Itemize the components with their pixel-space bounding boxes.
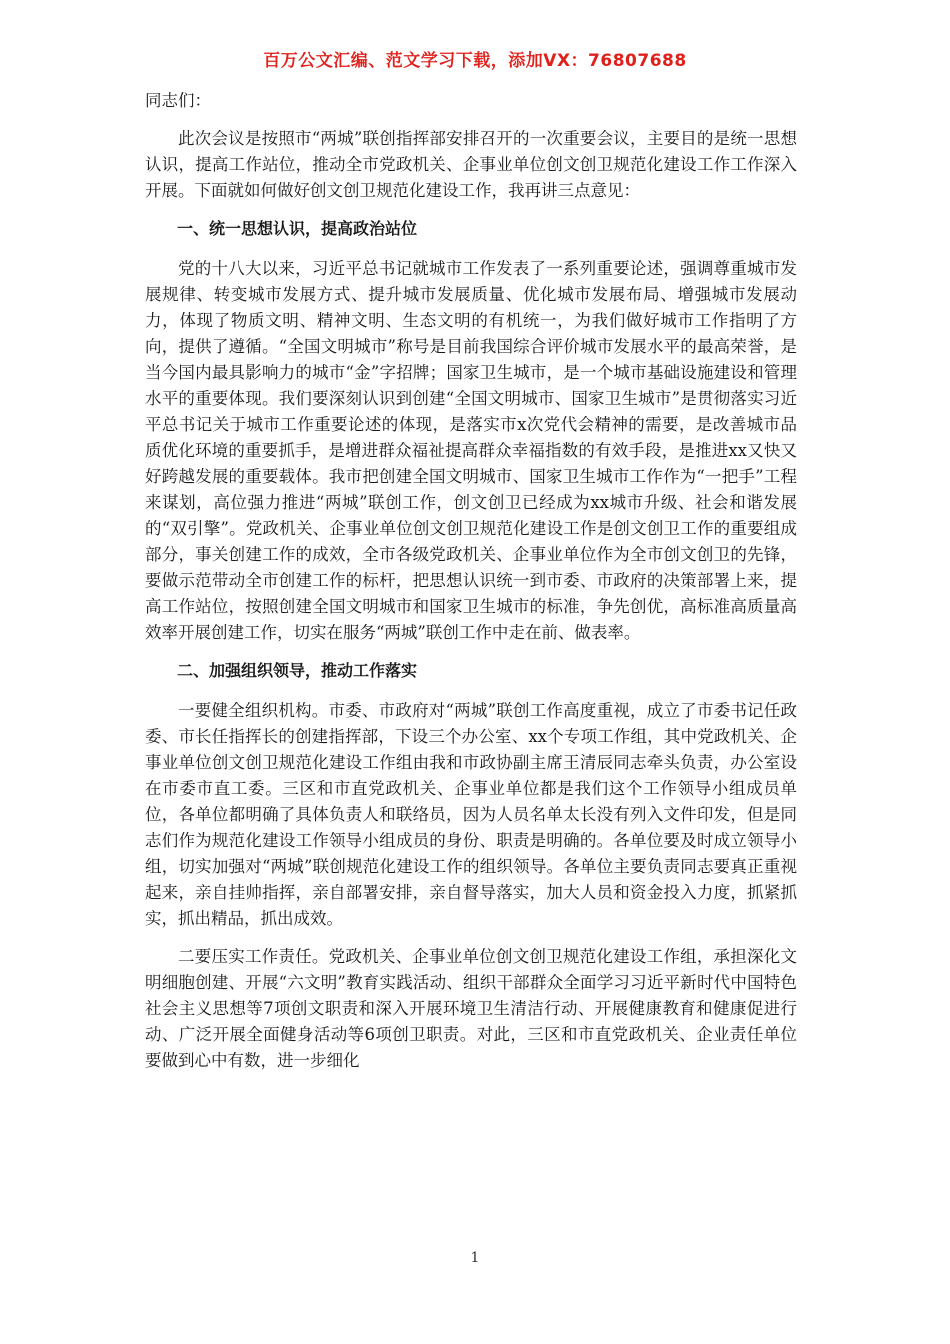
intro-paragraph: 此次会议是按照市“两城”联创指挥部安排召开的一次重要会议，主要目的是统一思想认识，提高工作站位，推动全市党政机关、企事业单位创文创卫规范化建设工作工作深入开展。下面就如何做好创文创卫规范化建设工作，我再讲三点意见： [145,129,797,200]
section-2-paragraph-2: 二要压实工作责任。党政机关、企事业单位创文创卫规范化建设工作组，承担深化文明细胞创建、开展“六文明”教育实践活动、组织干部群众全面学习习近平新时代中国特色社会主义思想等7项创文职责和深入开展环境卫生清洁行动、开展健康教育和健康促进行动、广泛开展全面健身活动等6项创卫职责。对此，三区和市直党政机关、企业责任单位要做到心中有数，进一步细化 [145,947,797,1070]
section-heading-1: 一、统一思想认识，提高政治站位 [177,219,418,238]
header-watermark: 百万公文汇编、范文学习下载，添加VX：76807688 [263,51,687,71]
section-1-paragraph-1: 党的十八大以来，习近平总书记就城市工作发表了一系列重要论述，强调尊重城市发展规律、转变城市发展方式、提升城市发展质量、优化城市发展布局、增强城市发展动力，体现了物质文明、精神文明、生态文明的有机统一，为我们做好城市工作指明了方向，提供了遵循。“全国文明城市”称号是目前我国综合评价城市发展水平的最高荣誉，是当今国内最具影响力的城市“金”字招牌；国家卫生城市，是一个城市基础设施建设和管理水平的重要体现。我们要深刻认识到创建“全国文明城市、国家卫生城市”是贯彻落实习近平总书记关于城市工作重要论述的体现，是落实市x次党代会精神的需要，是改善城市品质优化环境的重要抓手，是增进群众福祉提高群众幸福指数的有效手段，是推进xx又快又好跨越发展的重要载体。我市把创建全国文明城市、国家卫生城市工作作为“一把手”工程来谋划，高位强力推进“两城”联创工作，创文创卫已经成为xx城市升级、社会和谐发展的“双引擎”。党政机关、企事业单位创文创卫规范化建设工作是创文创卫工作的重要组成部分，事关创建工作的成效，全市各级党政机关、企事业单位作为全市创文创卫的先锋，要做示范带动全市创建工作的标杆，把思想认识统一到市委、市政府的决策部署上来，提高工作站位，按照创建全国文明城市和国家卫生城市的标准，争先创优，高标准高质量高效率开展创建工作，切实在服务“两城”联创工作中走在前、做表率。 [145,259,797,642]
document-body [145,88,797,1086]
section-2-paragraph-1: 一要健全组织机构。市委、市政府对“两城”联创工作高度重视，成立了市委书记任政委、市长任指挥长的创建指挥部，下设三个办公室、xx个专项工作组，其中党政机关、企事业单位创文创卫规范化建设工作组由我和市政协副主席王清辰同志牵头负责，办公室设在市委市直工委。三区和市直党政机关、企事业单位都是我们这个工作领导小组成员单位，各单位都明确了具体负责人和联络员，因为人员名单太长没有列入文件印发，但是同志们作为规范化建设工作领导小组成员的身份、职责是明确的。各单位要及时成立领导小组，切实加强对“两城”联创规范化建设工作的组织领导。各单位主要负责同志要真正重视起来，亲自挂帅指挥，亲自部署安排，亲自督导落实，加大人员和资金投入力度，抓紧抓实，抓出精品，抓出成效。 [145,701,797,928]
salutation: 同志们： [145,91,211,110]
page-number: 1 [470,1250,480,1266]
section-heading-2: 二、加强组织领导，推动工作落实 [177,661,418,680]
